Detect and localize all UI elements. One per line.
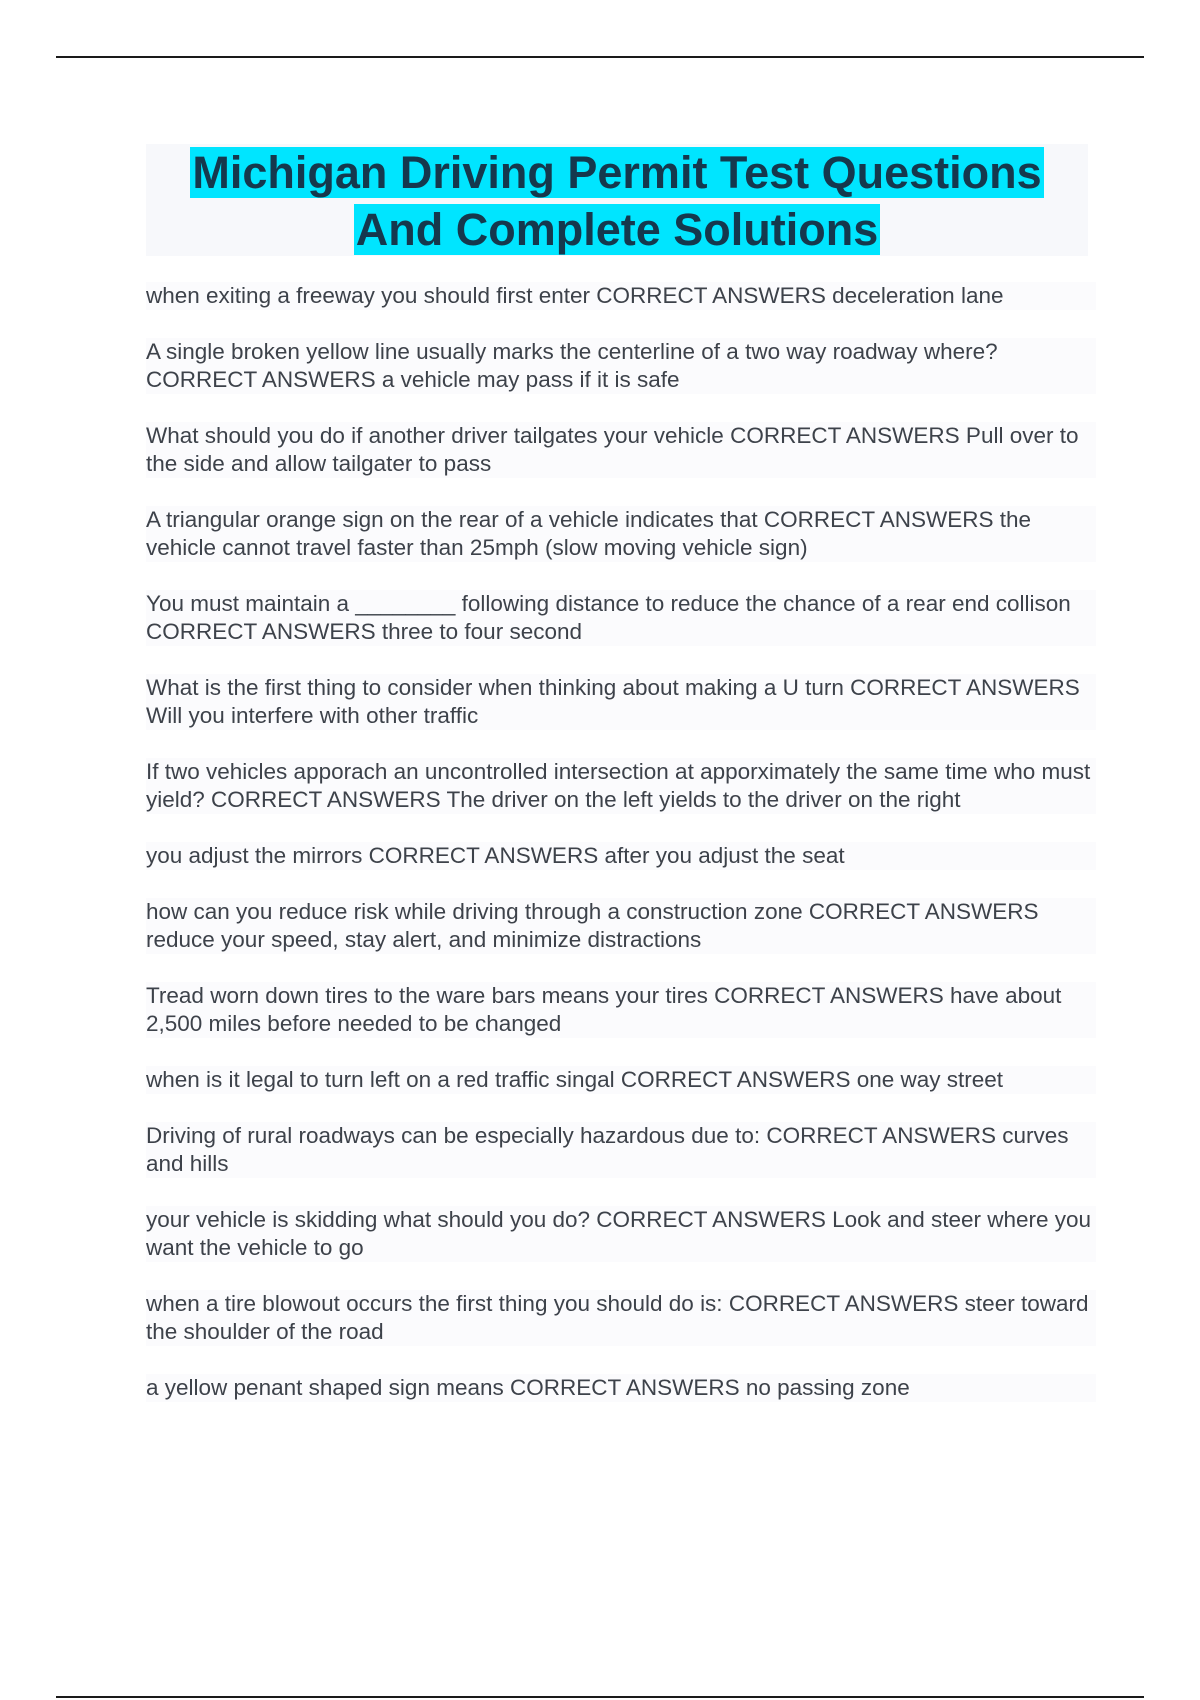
qa-item: how can you reduce risk while driving through a construction zone CORRECT ANSWERS reduce your speed, stay alert, and minimize distractions <box>146 898 1096 954</box>
title-block <box>146 144 1088 256</box>
qa-list <box>146 282 1096 1430</box>
qa-item: a yellow penant shaped sign means CORRECT ANSWERS no passing zone <box>146 1374 1096 1402</box>
title-line-2: And Complete Solutions <box>355 204 879 255</box>
qa-item: What is the first thing to consider when thinking about making a U turn CORRECT ANSWERS Will you interfere with other traffic <box>146 674 1096 730</box>
qa-item: Tread worn down tires to the ware bars means your tires CORRECT ANSWERS have about 2,500 miles before needed to be changed <box>146 982 1096 1038</box>
qa-item: your vehicle is skidding what should you do? CORRECT ANSWERS Look and steer where you want the vehicle to go <box>146 1206 1096 1262</box>
qa-item: If two vehicles apporach an uncontrolled intersection at apporximately the same time who must yield? CORRECT ANSWERS The driver on the left yields to the driver on the right <box>146 758 1096 814</box>
page-title <box>146 144 1088 258</box>
qa-item: A single broken yellow line usually marks the centerline of a two way roadway where? CORRECT ANSWERS a vehicle may pass if it is safe <box>146 338 1096 394</box>
qa-item: you adjust the mirrors CORRECT ANSWERS after you adjust the seat <box>146 842 1096 870</box>
footer-rule <box>56 1696 1144 1698</box>
qa-item: when is it legal to turn left on a red traffic singal CORRECT ANSWERS one way street <box>146 1066 1096 1094</box>
qa-item: What should you do if another driver tailgates your vehicle CORRECT ANSWERS Pull over to the side and allow tailgater to pass <box>146 422 1096 478</box>
qa-item: Driving of rural roadways can be especially hazardous due to: CORRECT ANSWERS curves and hills <box>146 1122 1096 1178</box>
qa-item: A triangular orange sign on the rear of a vehicle indicates that CORRECT ANSWERS the vehicle cannot travel faster than 25mph (slow moving vehicle sign) <box>146 506 1096 562</box>
qa-item: You must maintain a ________ following distance to reduce the chance of a rear end collison CORRECT ANSWERS three to four second <box>146 590 1096 646</box>
qa-item: when exiting a freeway you should first enter CORRECT ANSWERS deceleration lane <box>146 282 1096 310</box>
title-line-1: Michigan Driving Permit Test Questions <box>192 147 1042 198</box>
qa-item: when a tire blowout occurs the first thing you should do is: CORRECT ANSWERS steer toward the shoulder of the road <box>146 1290 1096 1346</box>
header-rule <box>56 56 1144 58</box>
